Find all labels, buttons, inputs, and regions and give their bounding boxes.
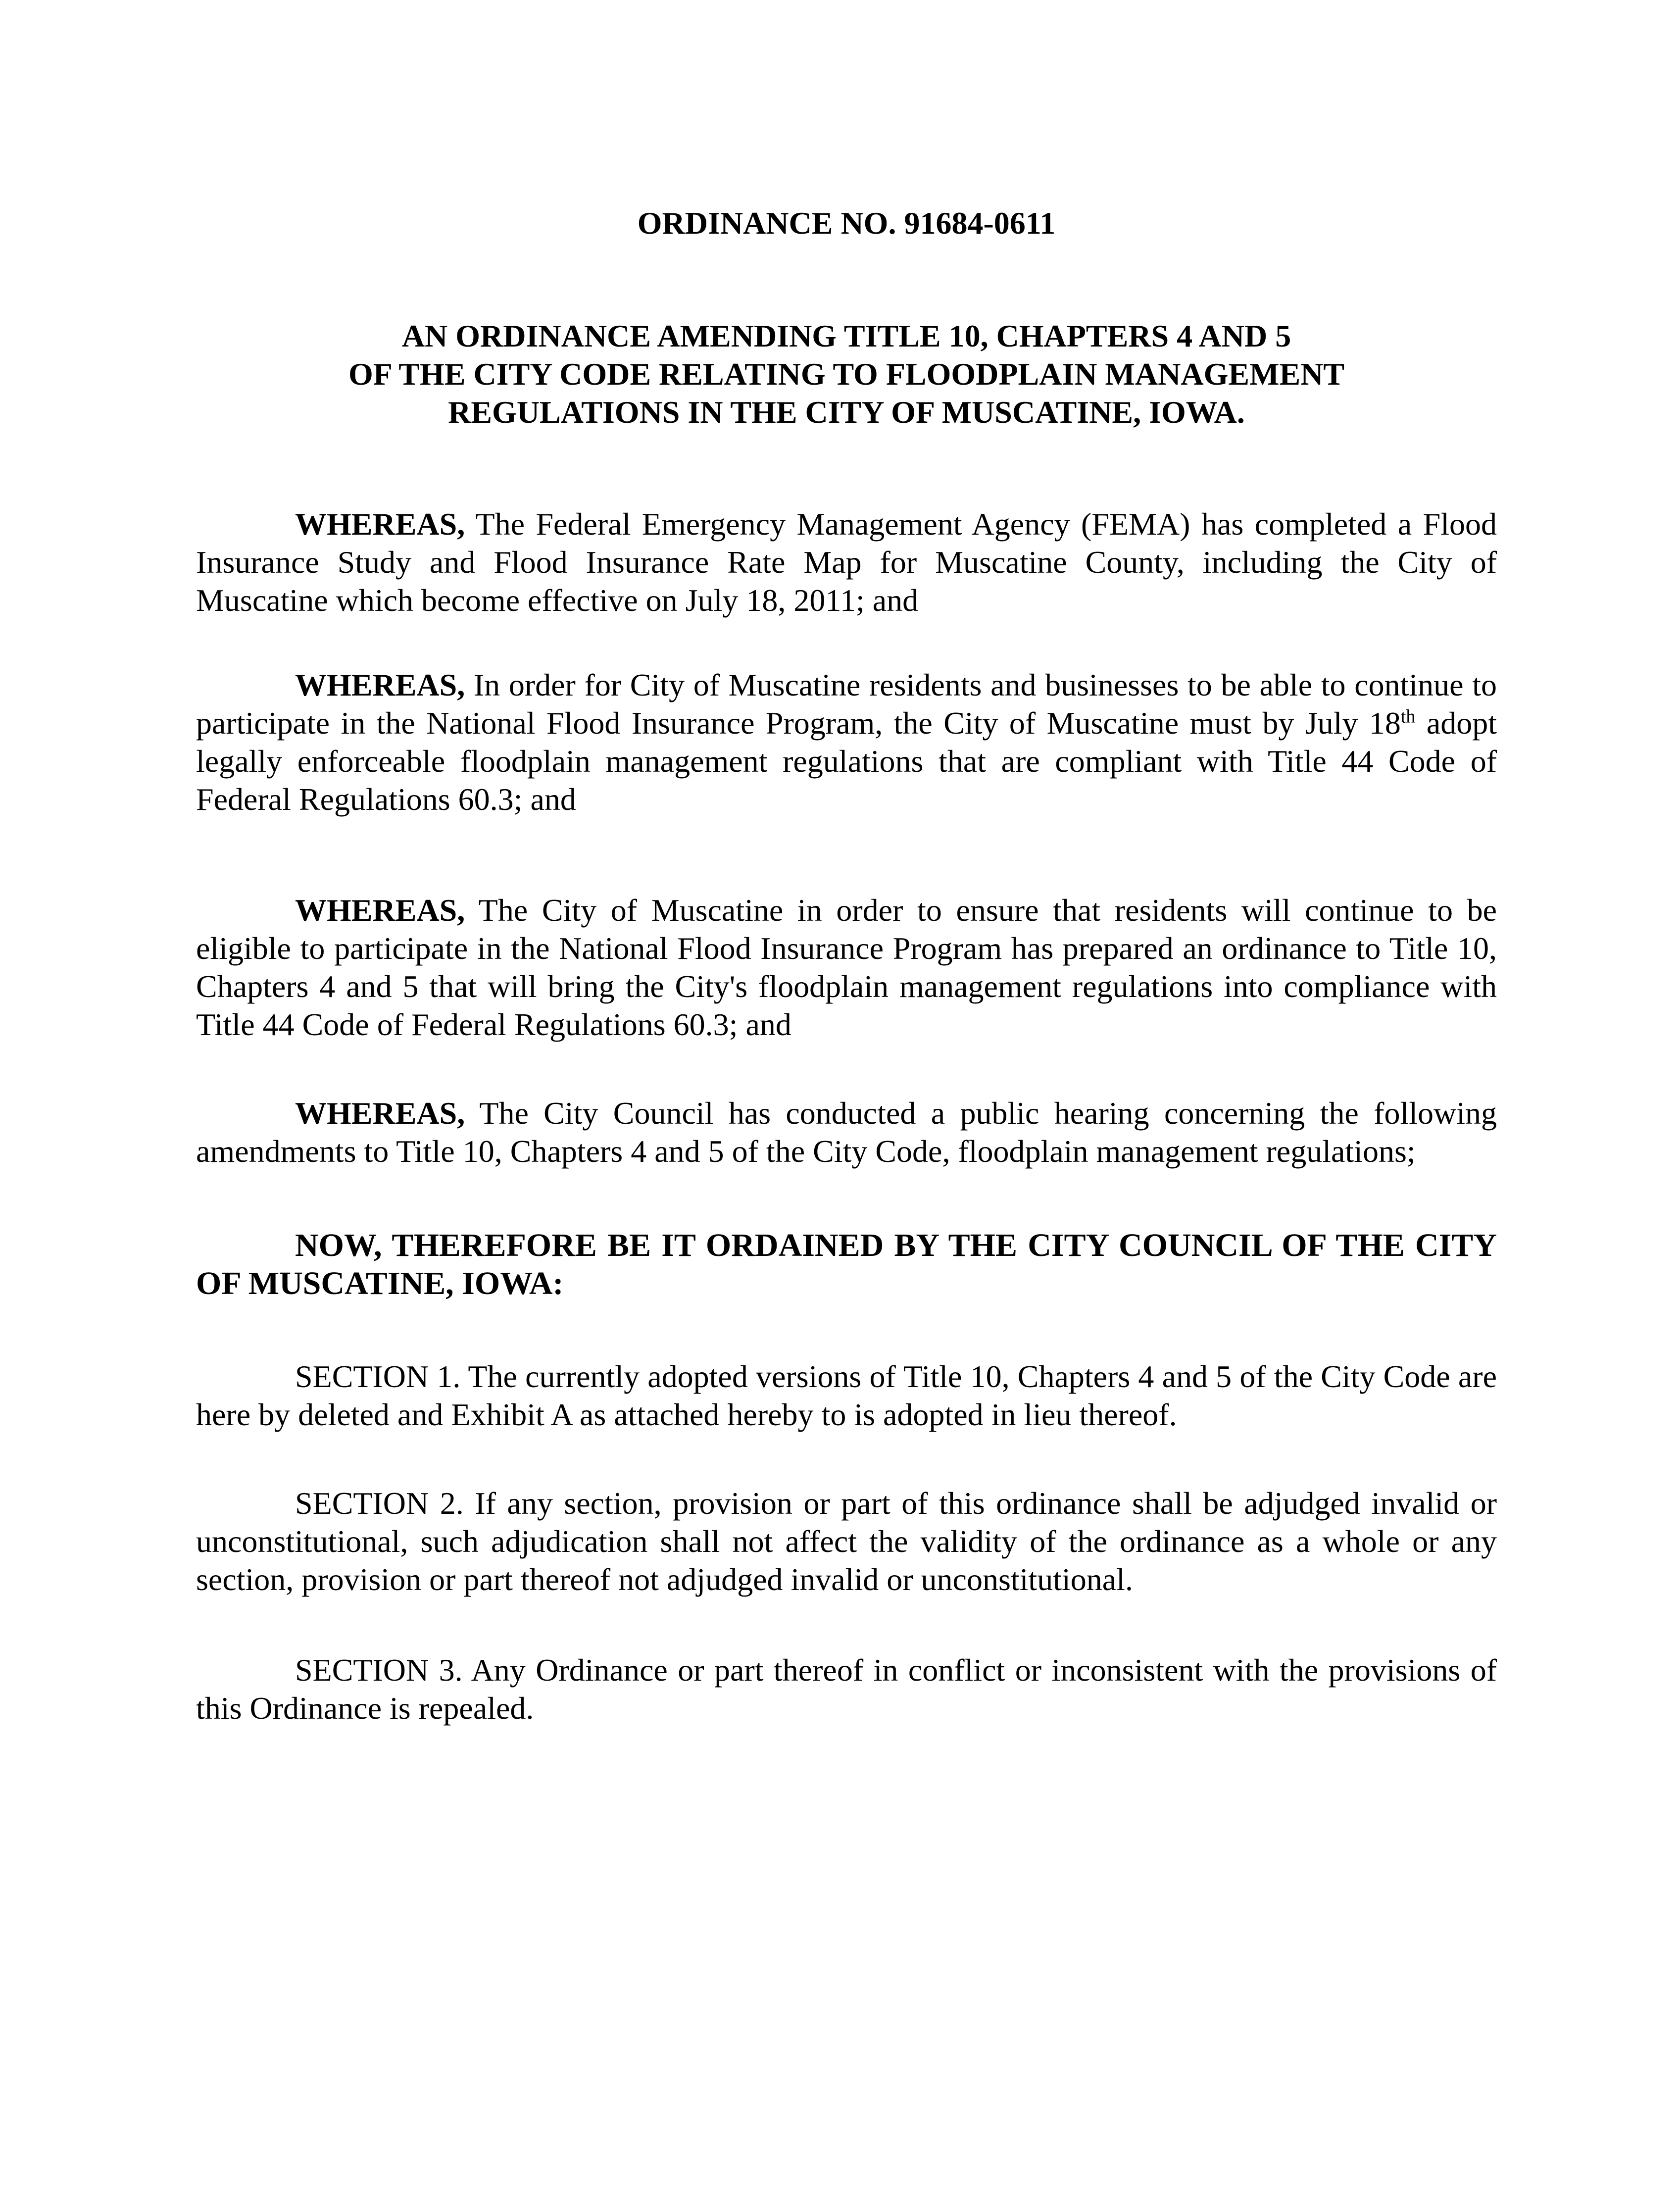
title-line: REGULATIONS IN THE CITY OF MUSCATINE, IOWA. (448, 395, 1245, 430)
whereas-lead: WHEREAS, (295, 1096, 465, 1131)
ordinance-title (196, 317, 1497, 431)
ordained-clause: NOW, THEREFORE BE IT ORDAINED BY THE CITY COUNCIL OF THE CITY OF MUSCATINE, IOWA: (196, 1227, 1497, 1301)
section-1: SECTION 1. The currently adopted versions of Title 10, Chapters 4 and 5 of the City Code are here by deleted and Exhibit A as attached hereby to is adopted in lieu thereof. (196, 1359, 1497, 1432)
whereas-text: The City Council has conducted a public hearing concerning the following amendments to Title 10, Chapters 4 and 5 of the City Code, floodplain management regulations; (196, 1096, 1497, 1169)
whereas-text: In order for City of Muscatine residents and businesses to be able to continue to participate in the National Flood Insurance Program, the City of Muscatine must by July 18 (196, 667, 1497, 741)
whereas-text: The Federal Emergency Management Agency (FEMA) has completed a Flood Insurance Study and Flood Insurance Rate Map for Muscatine County, including the City of Muscatine which become effective on July 18, 2011; and (196, 506, 1497, 618)
whereas-lead: WHEREAS, (295, 667, 465, 702)
whereas-text: The City of Muscatine in order to ensure that residents will continue to be eligible to participate in the National Flood Insurance Program has prepared an ordinance to Title 10, Chapters 4 and 5 that will bring the City's floodplain management regulations into compliance with Title 44 Code of Federal Regulations 60.3; and (196, 893, 1497, 1042)
whereas-paragraph-3 (196, 891, 1497, 1044)
title-line: OF THE CITY CODE RELATING TO FLOODPLAIN MANAGEMENT (348, 356, 1345, 392)
whereas-paragraph-1 (196, 505, 1497, 619)
whereas-lead: WHEREAS, (295, 893, 465, 928)
section-2: SECTION 2. If any section, provision or part of this ordinance shall be adjudged invalid or unconstitutional, such adjudication shall not affect the validity of the ordinance as a whole or any section, provision or part thereof not adjudged invalid or unconstitutional. (196, 1486, 1497, 1597)
title-line: AN ORDINANCE AMENDING TITLE 10, CHAPTERS 4 AND 5 (401, 318, 1291, 353)
whereas-paragraph-4 (196, 1094, 1497, 1170)
whereas-text: adopt legally enforceable floodplain management regulations that are compliant with Title 44 Code of Federal Regulations 60.3; and (196, 705, 1497, 817)
ordinal-suffix: th (1400, 706, 1416, 727)
whereas-lead: WHEREAS, (295, 506, 465, 542)
ordinance-number: ORDINANCE NO. 91684-0611 (637, 205, 1056, 241)
whereas-paragraph-2 (196, 666, 1497, 818)
section-3: SECTION 3. Any Ordinance or part thereof in conflict or inconsistent with the provisions of this Ordinance is repealed. (196, 1652, 1497, 1726)
